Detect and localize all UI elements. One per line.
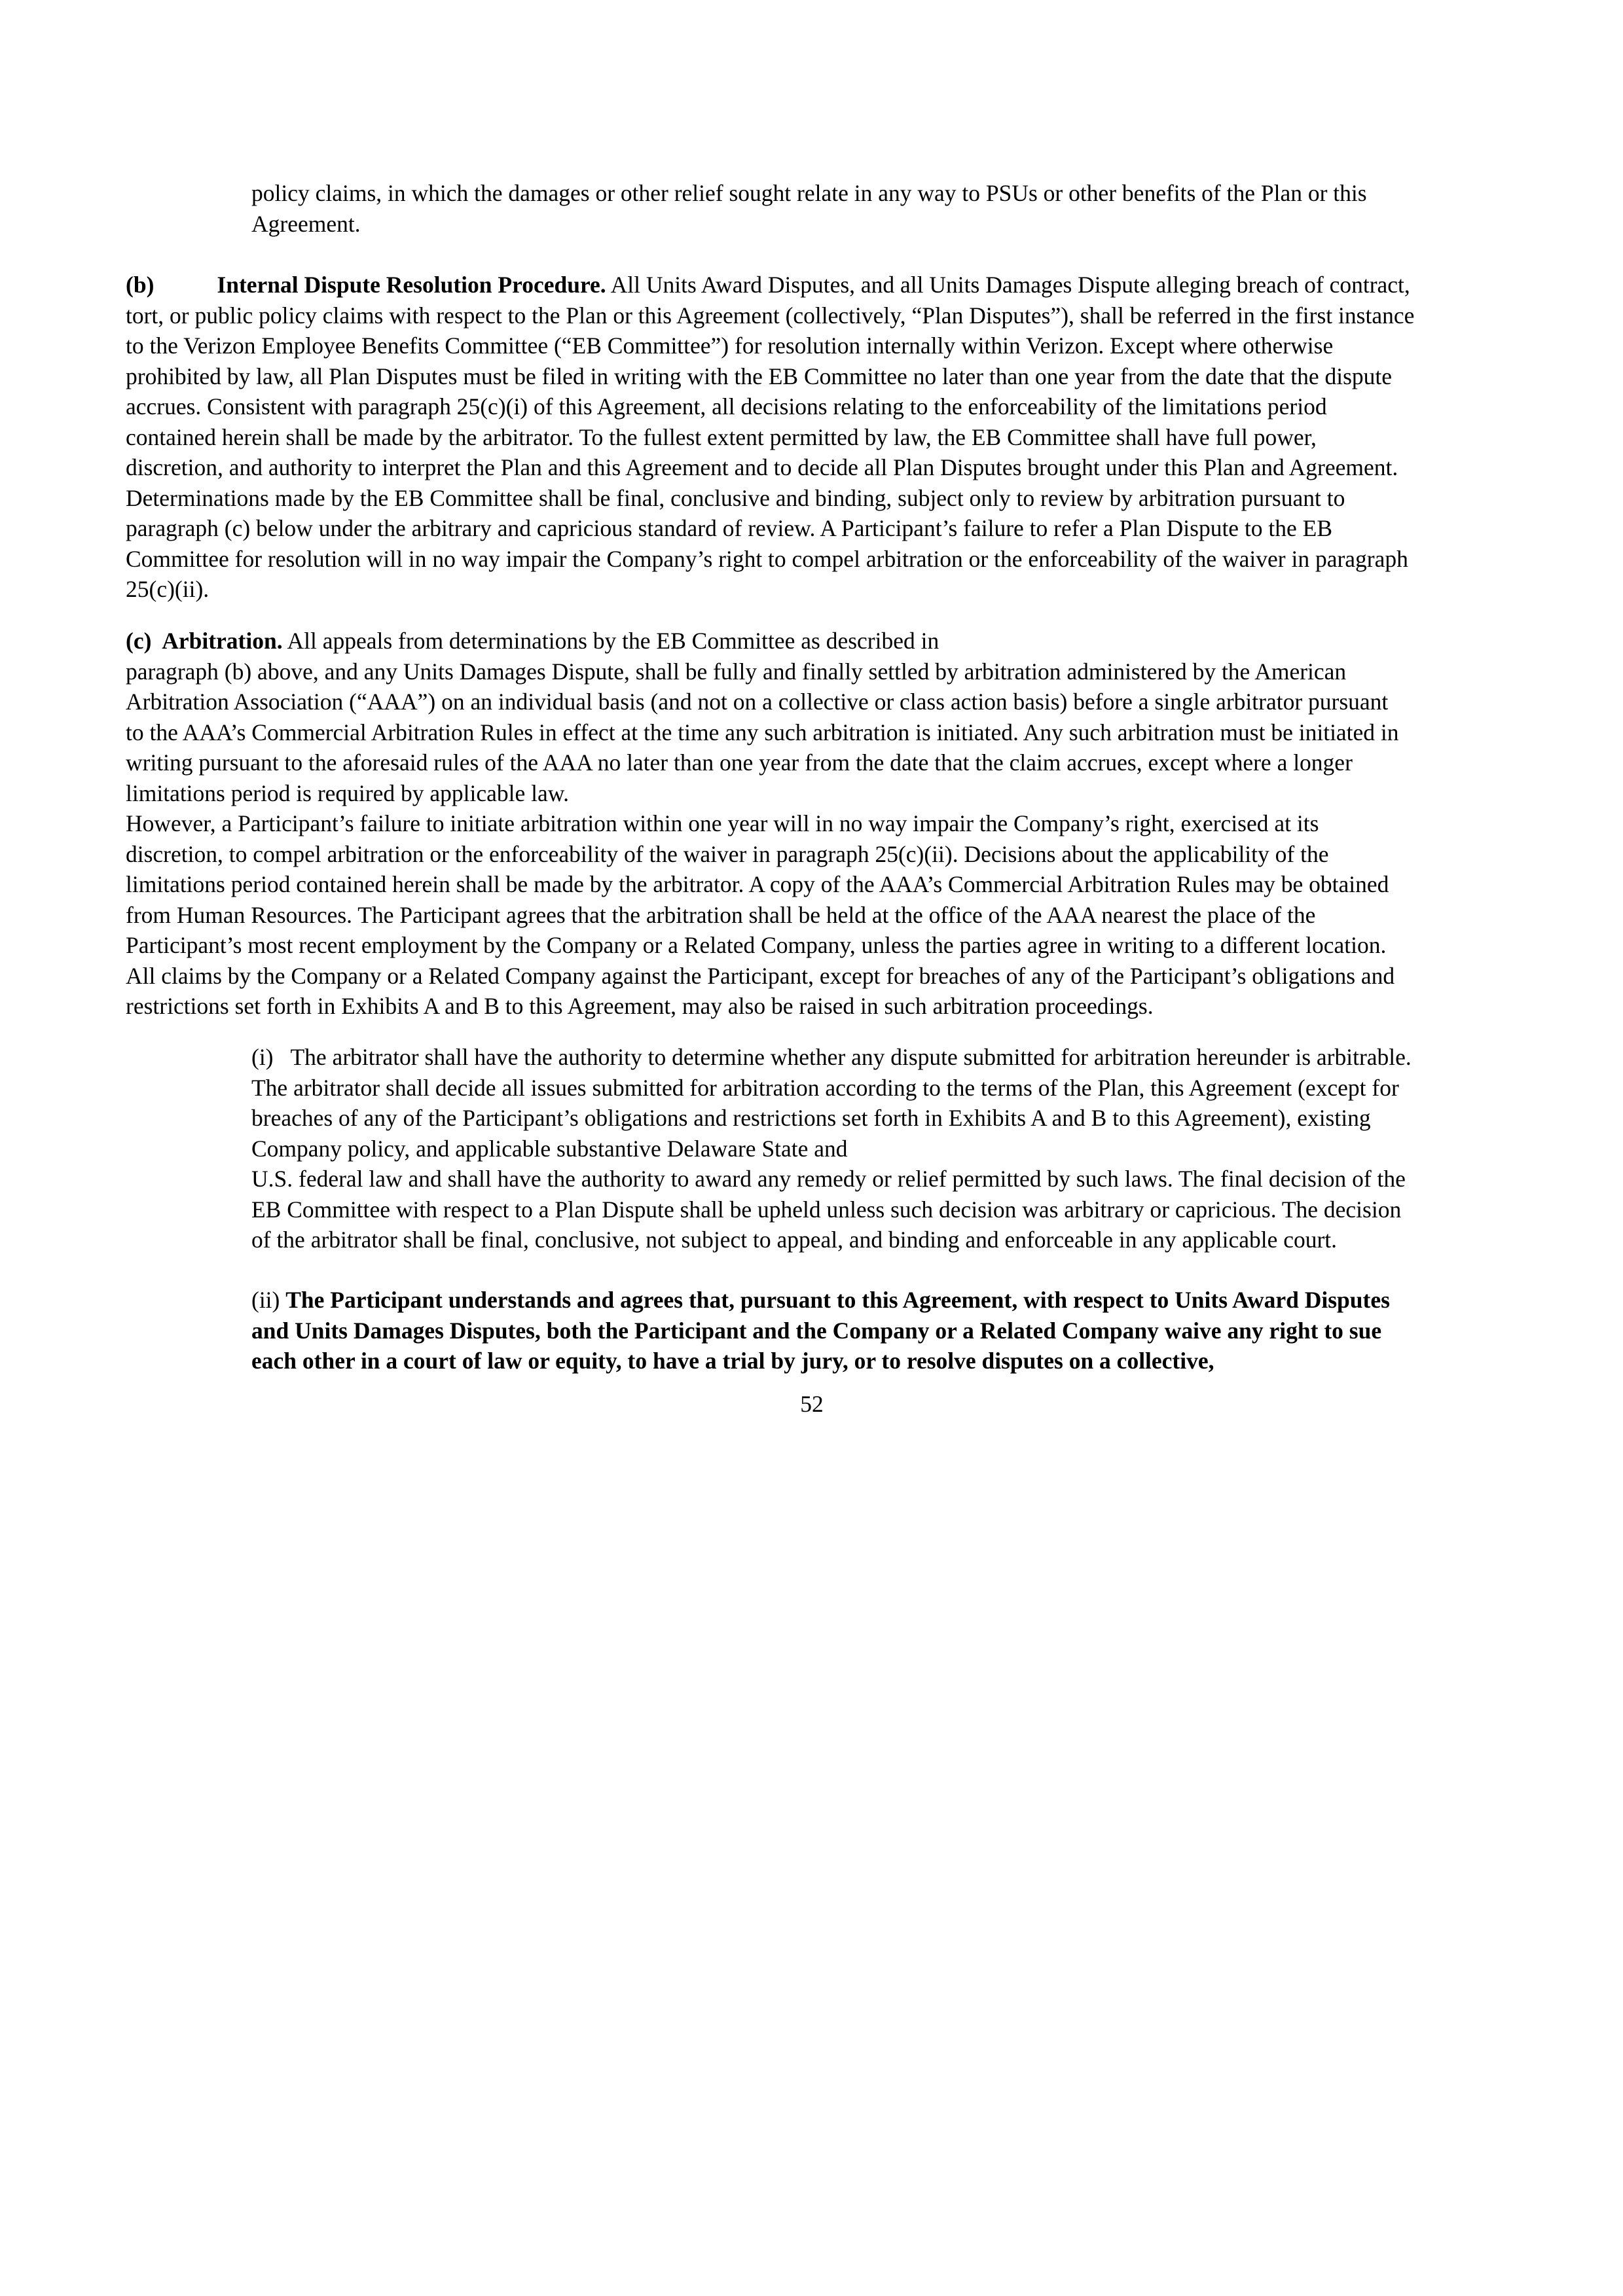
- subsection-ii-first-line-text: The Participant understands and agrees that, pursuant to this Agreement, with respect to Units Award Disputes: [285, 1287, 1390, 1313]
- text-line: limitations period is required by applicable law.: [126, 780, 569, 806]
- section-c-heading: (c) Arbitration.: [126, 628, 283, 654]
- page-number: 52: [800, 1391, 824, 1417]
- subsection-ii-first-line: [251, 1285, 1528, 1316]
- text-line: Determinations made by the EB Committee shall be final, conclusive and binding, subject only to review by arbitration pursuant to: [126, 484, 1345, 511]
- text-line: U.S. federal law and shall have the authority to award any remedy or relief permitted by such laws. The final decision of the: [251, 1166, 1406, 1192]
- text-line: accrues. Consistent with paragraph 25(c)(i) of this Agreement, all decisions relating to the enforceability of the limitations period: [126, 393, 1327, 420]
- text-line: Agreement.: [251, 210, 361, 237]
- section-b-heading: Internal Dispute Resolution Procedure.: [217, 272, 606, 298]
- text-line: paragraph (b) above, and any Units Damages Dispute, shall be fully and finally settled by arbitration administered by the American: [126, 658, 1347, 685]
- text-line: Company policy, and applicable substantive Delaware State and: [251, 1135, 848, 1162]
- text-line: However, a Participant’s failure to initiate arbitration within one year will in no way impair the Company’s right, exercised at its: [126, 810, 1319, 836]
- text-line: discretion, to compel arbitration or the enforceability of the waiver in paragraph 25(c)(ii). Decisions about the applicability of the: [126, 840, 1329, 867]
- text-line: from Human Resources. The Participant agrees that the arbitration shall be held at the office of the AAA nearest the place of the: [126, 901, 1316, 928]
- section-c-first-line: [126, 626, 1528, 656]
- text-line: All claims by the Company or a Related Company against the Participant, except for breaches of any of the Participant’s obligations and: [126, 962, 1395, 989]
- text-line: writing pursuant to the aforesaid rules of the AAA no later than one year from the date that the claim accrues, except where a longer: [126, 749, 1353, 776]
- continuation-paragraph: [251, 178, 1528, 239]
- section-c-first-line-text: All appeals from determinations by the EB Committee as described in: [282, 628, 939, 654]
- text-line: (i) The arbitrator shall have the authority to determine whether any dispute submitted for arbitration hereunder is arbitrable.: [251, 1044, 1412, 1070]
- text-line: EB Committee with respect to a Plan Dispute shall be upheld unless such decision was arbitrary or capricious. The decision: [251, 1196, 1402, 1223]
- text-line: of the arbitrator shall be final, conclusive, not subject to appeal, and binding and enforceable in any applicable court.: [251, 1227, 1338, 1253]
- text-line: Committee for resolution will in no way impair the Company’s right to compel arbitration or the enforceability of the waiver in paragraph: [126, 545, 1408, 572]
- text-line: and Units Damages Disputes, both the Participant and the Company or a Related Company waive any right to sue: [251, 1317, 1382, 1344]
- text-line: tort, or public policy claims with respect to the Plan or this Agreement (collectively, “Plan Disputes”), shall be referred in the first instance: [126, 302, 1415, 329]
- text-line: limitations period contained herein shall be made by the arbitrator. A copy of the AAA’s Commercial Arbitration Rules may be obtained: [126, 871, 1389, 897]
- text-line: Participant’s most recent employment by the Company or a Related Company, unless the parties agree in writing to a different location.: [126, 932, 1387, 958]
- text-line: breaches of any of the Participant’s obligations and restrictions set forth in Exhibits A and B to this Agreement), existing: [251, 1105, 1371, 1131]
- section-b-first-line-text: All Units Award Disputes, and all Units Damages Dispute alleging breach of contract,: [606, 272, 1410, 298]
- text-line: The arbitrator shall decide all issues submitted for arbitration according to the terms of the Plan, this Agreement (except for: [251, 1074, 1399, 1101]
- text-line: to the Verizon Employee Benefits Committee (“EB Committee”) for resolution internally within Verizon. Except where otherwise: [126, 332, 1334, 359]
- text-line: prohibited by law, all Plan Disputes must be filed in writing with the EB Committee no later than one year from the date that the dispute: [126, 363, 1393, 389]
- text-line: contained herein shall be made by the arbitrator. To the fullest extent permitted by law, the EB Committee shall have full power,: [126, 423, 1317, 450]
- subsection-ii-label: (ii): [251, 1287, 286, 1313]
- section-b-first-line: [126, 270, 1528, 300]
- subsection-i-paragraph: [251, 1042, 1528, 1255]
- text-line: paragraph (c) below under the arbitrary and capricious standard of review. A Participant’s failure to refer a Plan Dispute to the EB: [126, 515, 1333, 541]
- section-b-label: (b): [126, 272, 155, 298]
- section-b-paragraph: [126, 270, 1528, 605]
- text-line: to the AAA’s Commercial Arbitration Rules in effect at the time any such arbitration is initiated. Any such arbitration must be initiated in: [126, 719, 1399, 745]
- text-line: restrictions set forth in Exhibits A and B to this Agreement, may also be raised in such arbitration proceedings.: [126, 993, 1154, 1019]
- text-line: policy claims, in which the damages or other relief sought relate in any way to PSUs or other benefits of the Plan or this: [251, 180, 1367, 206]
- section-c-paragraph: [126, 626, 1528, 1022]
- text-line: Arbitration Association (“AAA”) on an individual basis (and not on a collective or class action basis) before a single arbitrator pursuant: [126, 689, 1389, 715]
- subsection-ii-paragraph: [251, 1285, 1528, 1376]
- text-line: discretion, and authority to interpret the Plan and this Agreement and to decide all Plan Disputes brought under this Plan and Agreement.: [126, 454, 1398, 480]
- text-line: 25(c)(ii).: [126, 576, 210, 602]
- text-line: each other in a court of law or equity, to have a trial by jury, or to resolve disputes on a collective,: [251, 1348, 1214, 1374]
